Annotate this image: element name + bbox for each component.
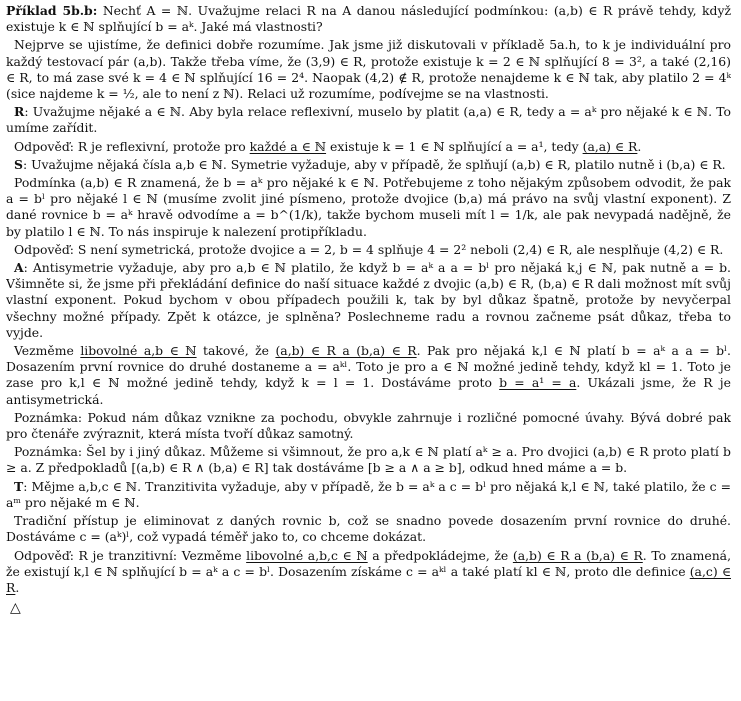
reflexivity-answer — [6, 139, 731, 155]
problem-statement — [6, 3, 731, 35]
underlined-term: (a,b) ∈ R a (b,a) ∈ R — [512, 547, 643, 563]
transitivity-section — [6, 479, 731, 511]
symmetry-label: S — [14, 156, 23, 172]
answer-text: Odpověď: R je reflexivní, protože pro — [14, 138, 250, 154]
answer-text: existuje k = 1 ∈ ℕ splňující a = a¹, tedy — [326, 138, 583, 154]
end-of-example-triangle-icon: △ — [10, 600, 21, 617]
problem-heading: Příklad 5b.b: — [6, 3, 98, 18]
transitivity-label: T — [14, 478, 24, 494]
answer-text: a předpokládejme, že — [367, 547, 513, 563]
underlined-term: libovolné a,b,c ∈ ℕ — [246, 547, 368, 563]
reflexivity-label: R — [14, 104, 25, 120]
symmetry-answer: Odpověď: S není symetrická, protože dvojice a = 2, b = 4 splňuje 4 = 2² neboli (2,4) ∈ R, ale nesplňuje (4,2) ∈ R. — [14, 241, 724, 257]
reflexivity-text: : Uvažujme nějaké a ∈ ℕ. Aby byla relace reflexivní, muselo by platit (a,a) ∈ R, tedy a = aᵏ pro nějaké k ∈ ℕ. To umíme zařídit. — [6, 104, 731, 136]
reflexivity-section — [6, 104, 731, 136]
answer-text: . — [637, 138, 642, 154]
transitivity-answer — [6, 548, 731, 597]
symmetry-detail: Podmínka (a,b) ∈ R znamená, že b = aᵏ pro nějaké k ∈ ℕ. Potřebujeme z toho nějakým způsobem odvodit, že pak a = bˡ pro nějaké l ∈ ℕ (musíme zvolit jiné písmeno, protože dvojice (b,a) má právo na svůj vlastní exponent). Z dané rovnice b = aᵏ hravě odvodíme a = b^(1/k), takže bychom museli mít l = 1/k, ale pak nevypadá nadějně, že by platilo l ∈ ℕ. To nás inspiruje k nalezení protipříkladu. — [6, 175, 731, 239]
proof-text: . Pak pro nějaká k,l ∈ ℕ platí b = aᵏ a a = bˡ. Dosazením první rovnice do druhé dostaneme a = aᵏˡ. Toto je pro a ∈ ℕ možné jedině tehdy, když kl = 1. Toto je zase pro k,l ∈ ℕ možné jedině tehdy, když k = l = 1. Dostáváme proto — [6, 343, 731, 391]
transitivity-text: : Mějme a,b,c ∈ ℕ. Tranzitivita vyžaduje, aby v případě, že b = aᵏ a c = bˡ pro nějaká k,l ∈ ℕ, také platilo, že c = aᵐ pro nějaké m ∈ ℕ. — [6, 478, 731, 510]
answer-text: . To znamená, že existují k,l ∈ ℕ splňující b = aᵏ a c = bˡ. Dosazením získáme c = aᵏˡ a také platí kl ∈ ℕ, proto dle definice — [6, 547, 731, 579]
symmetry-text: : Uvažujme nějaká čísla a,b ∈ ℕ. Symetrie vyžaduje, aby v případě, že splňují (a,b) ∈ R, platilo nutně i (b,a) ∈ R. — [22, 156, 726, 172]
note-alternative-proof: Poznámka: Šel by i jiný důkaz. Můžeme si všimnout, že pro a,k ∈ ℕ platí aᵏ ≥ a. Pro dvojici (a,b) ∈ R proto platí b ≥ a. Z předpokladů [(a,b) ∈ R ∧ (b,a) ∈ R] tak dostáváme [b ≥ a ∧ a ≥ b], odkud hned máme a = b. — [6, 444, 731, 476]
document — [6, 0, 731, 700]
answer-text: . — [15, 579, 20, 595]
underlined-term: b = a¹ = a — [499, 375, 577, 391]
underlined-term: (a,a) ∈ R — [582, 138, 638, 154]
antisymmetry-text: : Antisymetrie vyžaduje, aby pro a,b ∈ ℕ platilo, že když b = aᵏ a a = bˡ pro nějaká k,j ∈ ℕ, pak nutně a = b. Všimněte si, že jsme při překládání definice do naší situace každé z dvojic (a,b) ∈ R, (b,a) ∈ R dali možnost mít svůj vlastní exponent. Pokud bychom v obou případech použili k, tak by byl důkaz špatně, protože by nevyčerpal všechny možné případy. Zpět k otázce, je splněna? Poslechneme radu a rovnou začneme psát důkaz, třeba to vyjde. — [6, 260, 731, 340]
answer-text: Odpověď: R je tranzitivní: Vezměme — [14, 547, 247, 563]
underlined-term: (a,b) ∈ R a (b,a) ∈ R — [275, 343, 417, 359]
underlined-term: libovolné a,b ∈ ℕ — [80, 343, 197, 359]
proof-text: Vezměme — [14, 343, 81, 359]
understanding-paragraph: Nejprve se ujistíme, že definici dobře rozumíme. Jak jsme již diskutovali v příkladě 5a.h, to k je individuální pro každý testovací pár (a,b). Takže třeba víme, že (3,9) ∈ R, protože existuje k = 2 ∈ ℕ splňující 8 = 3², a také (2,16) ∈ R, to má zase své k = 4 ∈ ℕ splňující 16 = 2⁴. Naopak (4,2) ∉ R, protože nenajdeme k ∈ ℕ tak, aby platilo 2 = 4ᵏ (sice najdeme k = ½, ale to není z ℕ). Relaci už rozumíme, podívejme se na vlastnosti. — [6, 37, 731, 102]
symmetry-section — [6, 157, 731, 173]
note-proof-style: Poznámka: Pokud nám důkaz vznikne za pochodu, obvykle zahrnuje i rozličné pomocné úvahy. Bývá dobré pak pro čtenáře zvýraznit, která místa tvoří důkaz samotný. — [6, 409, 731, 442]
proof-text: . Ukázali jsme, že R je antisymetrická. — [6, 375, 731, 407]
antisymmetry-label: A — [14, 260, 24, 276]
underlined-term: (a,c) ∈ R — [6, 563, 731, 595]
transitivity-detail: Tradiční přístup je eliminovat z daných rovnic b, což se snadno povede dosazením první rovnice do druhé. Dostáváme c = (aᵏ)ˡ, což vypadá téměř jako to, co chceme dokázat. — [6, 513, 731, 545]
antisymmetry-proof — [6, 343, 731, 408]
underlined-term: každé a ∈ ℕ — [249, 138, 327, 154]
proof-text: takové, že — [196, 343, 276, 359]
antisymmetry-section — [6, 260, 731, 341]
problem-intro: Nechť A = ℕ. Uvažujme relaci R na A danou následující podmínkou: (a,b) ∈ R právě tehdy, když existuje k ∈ ℕ splňující b = aᵏ. Jaké má vlastnosti? — [6, 3, 731, 35]
